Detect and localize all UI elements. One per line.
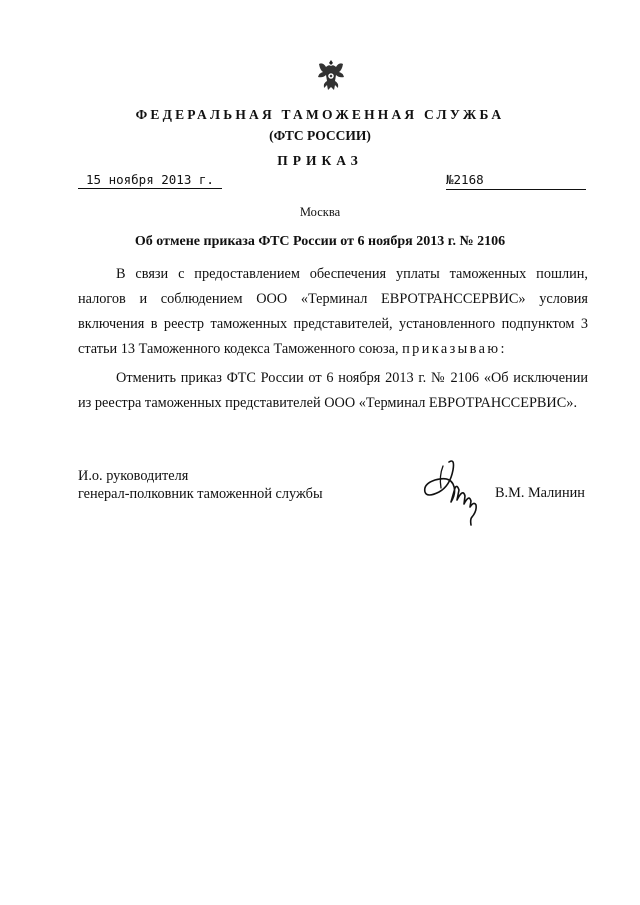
paragraph-line: из реестра таможенных представителей ООО «Терминал ЕВРОТРАНССЕРВИС». <box>78 395 578 411</box>
city: Москва <box>299 205 341 219</box>
paragraph-2 <box>78 366 588 416</box>
paragraph-line-last <box>78 337 588 362</box>
paragraph-line: включения в реестр таможенных представителей, установленного подпунктом 3 <box>78 316 588 332</box>
agency-name: ФЕДЕРАЛЬНАЯ ТАМОЖЕННАЯ СЛУЖБА <box>135 107 505 122</box>
signatory-role-line: И.о. руководителя <box>78 468 189 484</box>
order-date: 15 ноября 2013 г. <box>78 172 222 189</box>
order-number-value: 2168 <box>453 172 484 187</box>
paragraph-1 <box>78 262 588 362</box>
signatory-name: В.М. Малинин <box>495 485 585 501</box>
order-number <box>446 172 586 190</box>
paragraph-line: Отменить приказ ФТС России от 6 ноября 2013 г. № 2106 «Об исключении <box>116 370 588 386</box>
document-type: ПРИКАЗ <box>277 153 363 168</box>
agency-short-name: (ФТС РОССИИ) <box>269 128 371 143</box>
double-headed-eagle-icon <box>313 56 349 96</box>
handwritten-signature <box>405 456 495 536</box>
paragraph-line: В связи с предоставлением обеспечения уплаты таможенных пошлин, <box>116 266 588 282</box>
order-word: приказываю: <box>402 341 507 357</box>
signatory-role <box>78 467 323 503</box>
order-title: Об отмене приказа ФТС России от 6 ноября 2013 г. № 2106 <box>134 234 506 249</box>
signatory-role-line: генерал-полковник таможенной службы <box>78 486 323 502</box>
paragraph-line: статьи 13 Таможенного кодекса Таможенного союза, <box>78 341 399 357</box>
paragraph-line: налогов и соблюдением ООО «Терминал ЕВРОТРАНССЕРВИС» условия <box>78 291 588 307</box>
number-sign: № <box>446 172 454 187</box>
